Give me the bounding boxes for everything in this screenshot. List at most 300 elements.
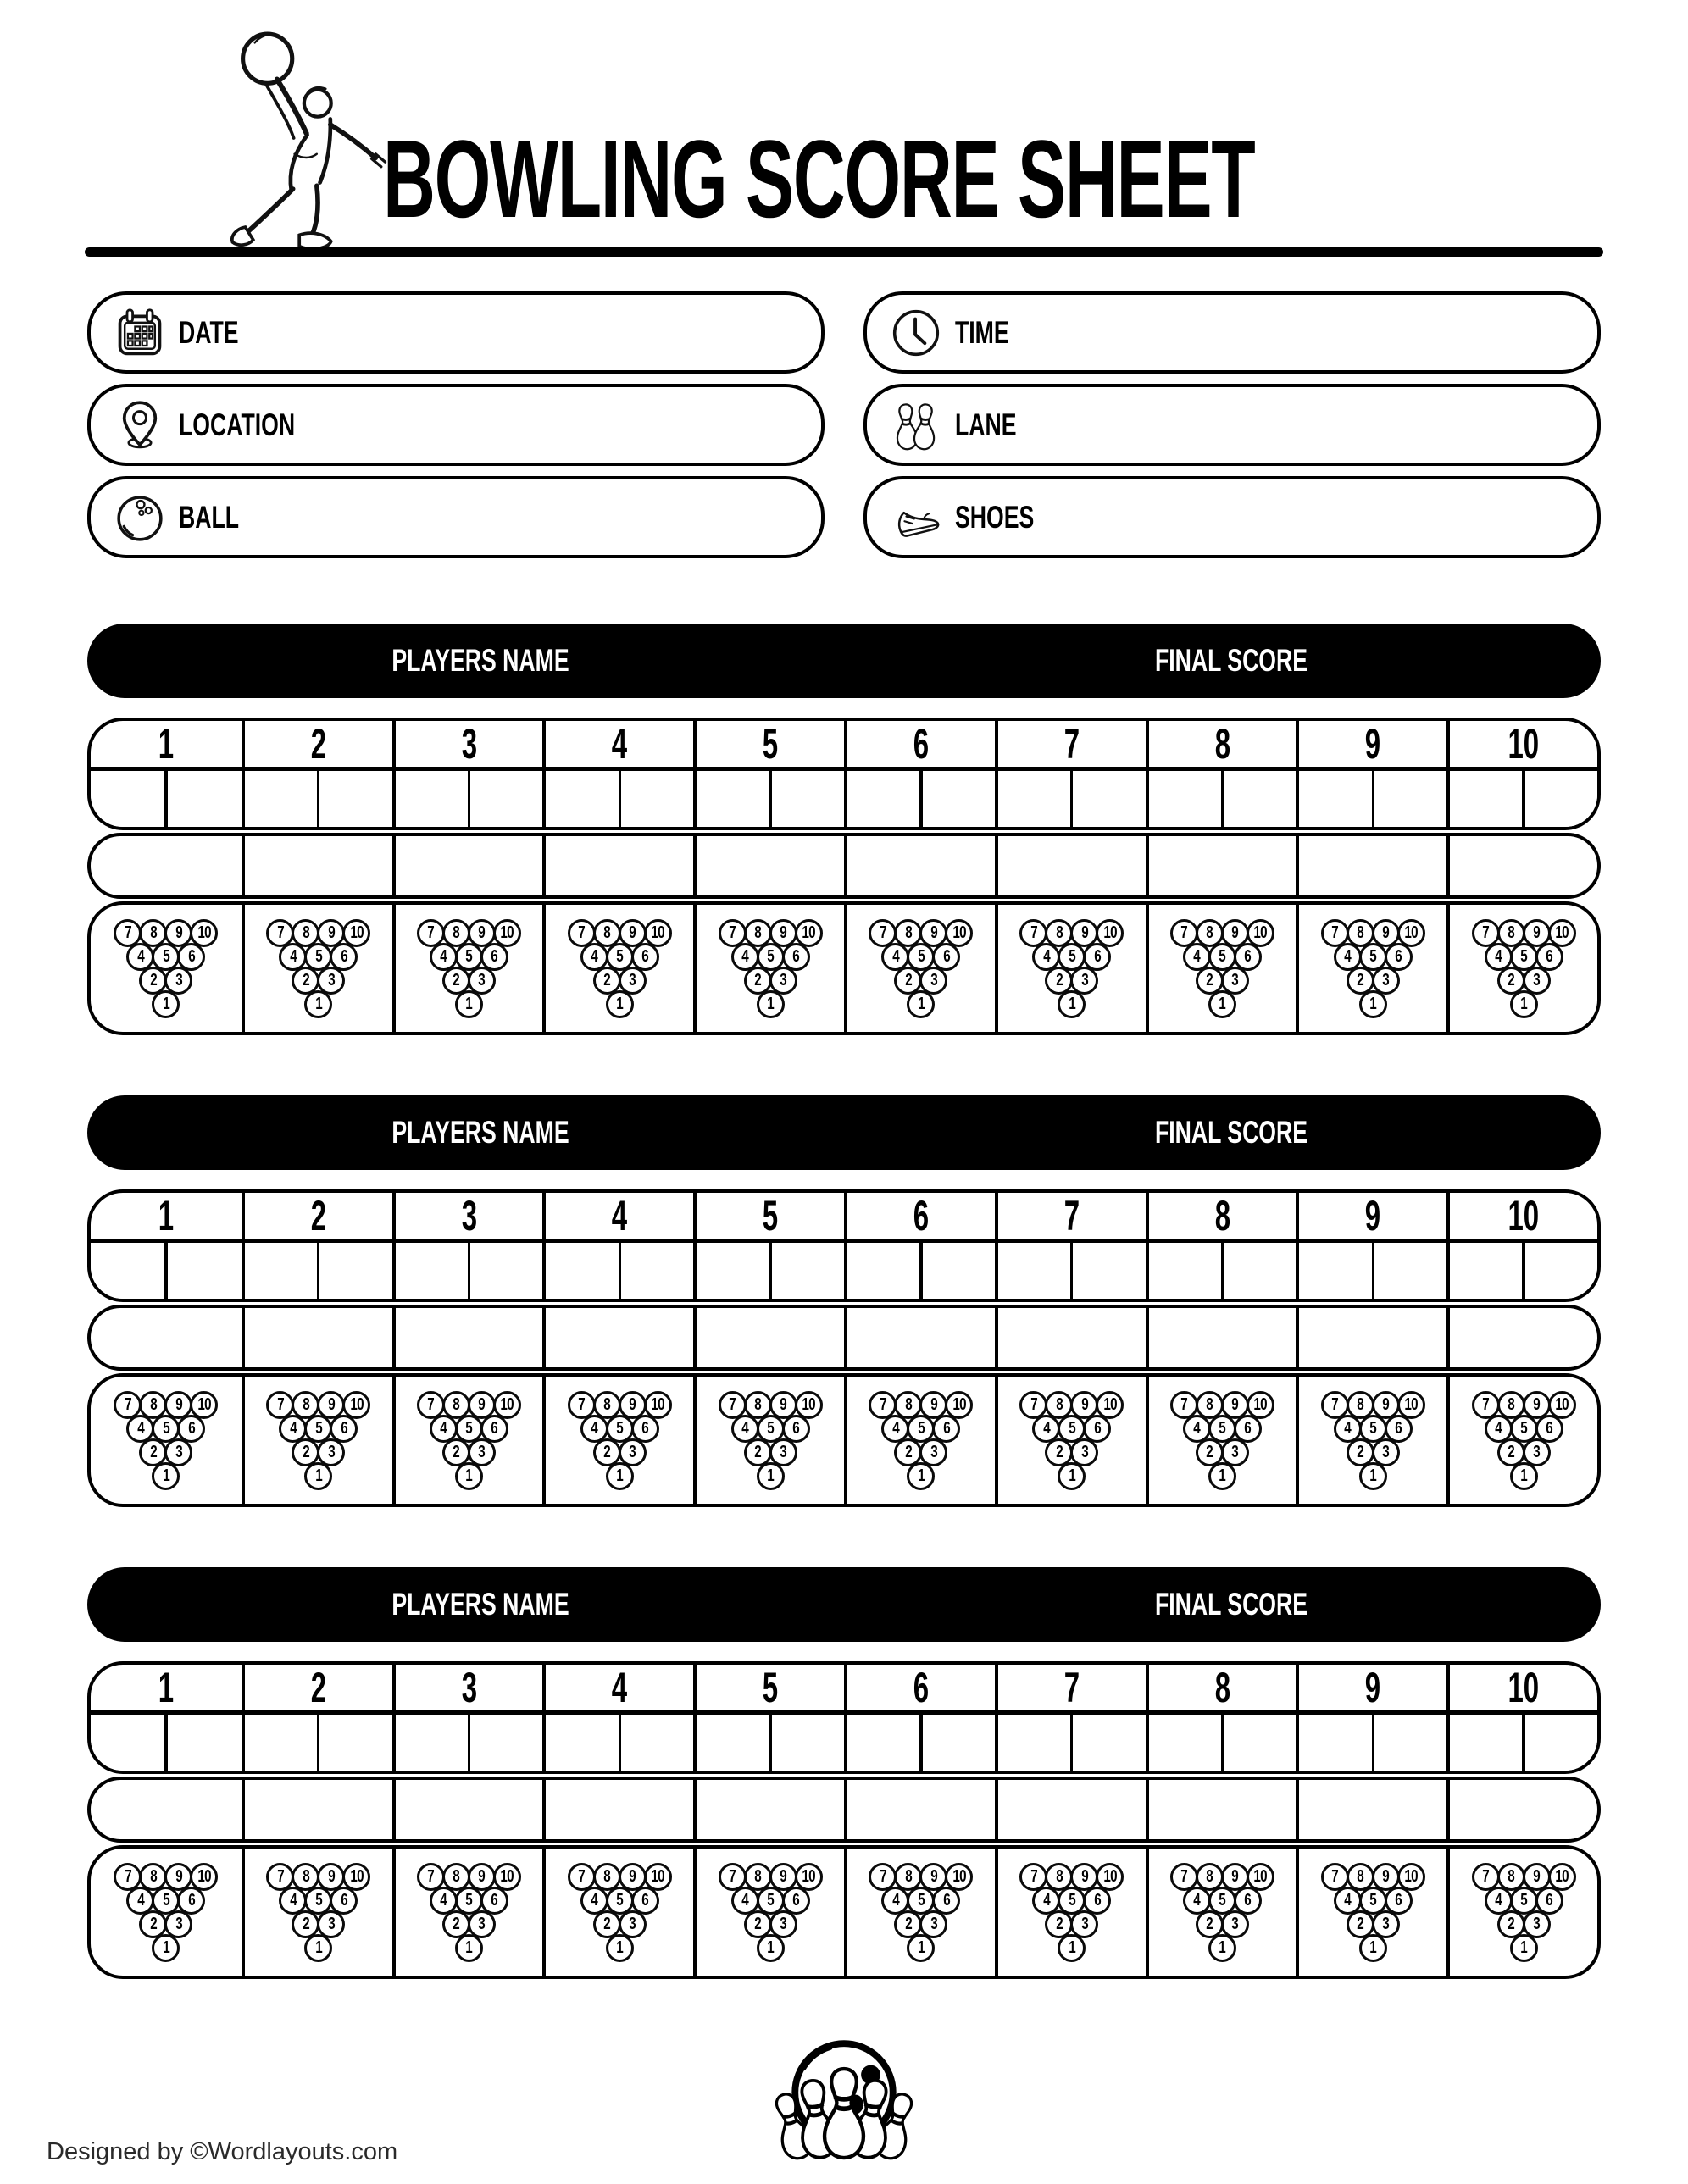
- pin-9[interactable]: 9: [1070, 919, 1098, 947]
- pin-4[interactable]: 4: [881, 943, 909, 971]
- pin-1[interactable]: 1: [757, 990, 785, 1018]
- field-value-input[interactable]: [262, 295, 821, 370]
- pin-8[interactable]: 8: [894, 919, 922, 947]
- total-cell-frame-3[interactable]: [392, 1308, 543, 1367]
- pin-8[interactable]: 8: [1045, 1391, 1073, 1419]
- throw-cell-frame-2[interactable]: [242, 1243, 392, 1299]
- field-shoes[interactable]: [863, 476, 1601, 558]
- pin-3[interactable]: 3: [619, 967, 647, 995]
- pin-5[interactable]: 5: [1058, 1887, 1086, 1915]
- table-header-bar[interactable]: [87, 1095, 1601, 1170]
- pin-5[interactable]: 5: [907, 943, 935, 971]
- pin-2[interactable]: 2: [1497, 1910, 1525, 1938]
- pin-2[interactable]: 2: [1045, 1438, 1073, 1466]
- pin-4[interactable]: 4: [1032, 1887, 1060, 1915]
- pin-6[interactable]: 6: [1535, 943, 1563, 971]
- throw-cell-frame-1[interactable]: [91, 771, 242, 827]
- total-cell-frame-9[interactable]: [1296, 1308, 1446, 1367]
- pin-8[interactable]: 8: [1196, 919, 1224, 947]
- pin-9[interactable]: 9: [1221, 919, 1249, 947]
- field-value-input[interactable]: [1041, 387, 1597, 463]
- pin-4[interactable]: 4: [279, 1415, 307, 1443]
- pin-5[interactable]: 5: [1058, 1415, 1086, 1443]
- field-time[interactable]: [863, 291, 1601, 374]
- pin-6[interactable]: 6: [1234, 1415, 1262, 1443]
- pin-10[interactable]: 10: [795, 919, 823, 947]
- field-value-input[interactable]: [340, 387, 821, 463]
- pin-1[interactable]: 1: [907, 990, 935, 1018]
- pin-1[interactable]: 1: [1208, 1934, 1236, 1962]
- throw-cell-frame-3[interactable]: [392, 1715, 543, 1771]
- pin-10[interactable]: 10: [1247, 1391, 1274, 1419]
- pin-4[interactable]: 4: [279, 1887, 307, 1915]
- pin-7[interactable]: 7: [1019, 919, 1047, 947]
- pin-4[interactable]: 4: [731, 943, 759, 971]
- pin-10[interactable]: 10: [342, 1863, 370, 1891]
- pin-8[interactable]: 8: [1347, 919, 1374, 947]
- pin-4[interactable]: 4: [126, 1887, 154, 1915]
- pin-3[interactable]: 3: [317, 967, 345, 995]
- pin-1[interactable]: 1: [907, 1462, 935, 1490]
- pin-7[interactable]: 7: [417, 1863, 445, 1891]
- throw-cell-frame-10[interactable]: [1446, 1715, 1597, 1771]
- pin-5[interactable]: 5: [1359, 943, 1387, 971]
- pin-10[interactable]: 10: [1247, 919, 1274, 947]
- pin-2[interactable]: 2: [292, 967, 319, 995]
- pin-4[interactable]: 4: [126, 943, 154, 971]
- throw-cell-frame-5[interactable]: [693, 1243, 844, 1299]
- pin-10[interactable]: 10: [1548, 1391, 1576, 1419]
- pin-3[interactable]: 3: [1372, 1438, 1400, 1466]
- pin-3[interactable]: 3: [1221, 1438, 1249, 1466]
- pin-8[interactable]: 8: [292, 1863, 319, 1891]
- field-value-input[interactable]: [263, 479, 821, 555]
- pin-1[interactable]: 1: [152, 1934, 180, 1962]
- pin-7[interactable]: 7: [869, 1863, 897, 1891]
- throw-cell-frame-1[interactable]: [91, 1243, 242, 1299]
- pin-5[interactable]: 5: [1208, 1415, 1236, 1443]
- pin-3[interactable]: 3: [1070, 1438, 1098, 1466]
- pin-8[interactable]: 8: [1045, 919, 1073, 947]
- pin-7[interactable]: 7: [719, 1391, 747, 1419]
- pin-7[interactable]: 7: [1472, 919, 1500, 947]
- total-cell-frame-6[interactable]: [844, 836, 995, 895]
- pin-10[interactable]: 10: [342, 1391, 370, 1419]
- pin-3[interactable]: 3: [1372, 967, 1400, 995]
- pin-10[interactable]: 10: [1397, 1863, 1425, 1891]
- pin-1[interactable]: 1: [1510, 1934, 1538, 1962]
- pin-7[interactable]: 7: [568, 1863, 596, 1891]
- pin-7[interactable]: 7: [266, 1391, 294, 1419]
- pin-8[interactable]: 8: [744, 1391, 772, 1419]
- pin-3[interactable]: 3: [919, 967, 947, 995]
- pin-5[interactable]: 5: [455, 1887, 483, 1915]
- pin-9[interactable]: 9: [769, 919, 797, 947]
- pin-4[interactable]: 4: [1032, 1415, 1060, 1443]
- pin-7[interactable]: 7: [568, 919, 596, 947]
- pin-9[interactable]: 9: [1372, 919, 1400, 947]
- pin-3[interactable]: 3: [919, 1438, 947, 1466]
- pin-2[interactable]: 2: [744, 967, 772, 995]
- pin-6[interactable]: 6: [782, 1415, 810, 1443]
- pin-9[interactable]: 9: [468, 919, 496, 947]
- pin-6[interactable]: 6: [177, 943, 205, 971]
- pin-3[interactable]: 3: [1221, 1910, 1249, 1938]
- throw-cell-frame-10[interactable]: [1446, 1243, 1597, 1299]
- throw-cell-frame-9[interactable]: [1296, 771, 1446, 827]
- pin-3[interactable]: 3: [769, 1438, 797, 1466]
- pin-9[interactable]: 9: [1221, 1391, 1249, 1419]
- table-header-bar[interactable]: [87, 1567, 1601, 1642]
- pin-4[interactable]: 4: [1334, 1415, 1362, 1443]
- total-cell-frame-5[interactable]: [693, 1308, 844, 1367]
- total-cell-frame-9[interactable]: [1296, 1780, 1446, 1839]
- pin-10[interactable]: 10: [644, 1863, 672, 1891]
- pin-10[interactable]: 10: [493, 1863, 521, 1891]
- pin-10[interactable]: 10: [1096, 919, 1124, 947]
- total-cell-frame-2[interactable]: [242, 1308, 392, 1367]
- pin-6[interactable]: 6: [1234, 943, 1262, 971]
- pin-1[interactable]: 1: [757, 1462, 785, 1490]
- pin-10[interactable]: 10: [1096, 1863, 1124, 1891]
- pin-8[interactable]: 8: [1497, 1863, 1525, 1891]
- pin-10[interactable]: 10: [945, 1391, 973, 1419]
- pin-8[interactable]: 8: [593, 919, 621, 947]
- pin-2[interactable]: 2: [292, 1438, 319, 1466]
- pin-6[interactable]: 6: [1385, 1415, 1413, 1443]
- pin-6[interactable]: 6: [932, 1415, 960, 1443]
- throw-cell-frame-6[interactable]: [844, 771, 995, 827]
- pin-2[interactable]: 2: [1045, 967, 1073, 995]
- pin-3[interactable]: 3: [468, 967, 496, 995]
- total-cell-frame-7[interactable]: [995, 1780, 1146, 1839]
- pin-7[interactable]: 7: [114, 1863, 142, 1891]
- pin-7[interactable]: 7: [719, 1863, 747, 1891]
- pin-1[interactable]: 1: [757, 1934, 785, 1962]
- pin-7[interactable]: 7: [1321, 1863, 1349, 1891]
- pin-9[interactable]: 9: [1372, 1863, 1400, 1891]
- pin-6[interactable]: 6: [1083, 943, 1111, 971]
- pin-10[interactable]: 10: [1548, 1863, 1576, 1891]
- pin-5[interactable]: 5: [757, 1415, 785, 1443]
- total-cell-frame-7[interactable]: [995, 1308, 1146, 1367]
- total-cell-frame-2[interactable]: [242, 1780, 392, 1839]
- throw-cell-frame-9[interactable]: [1296, 1243, 1446, 1299]
- pin-1[interactable]: 1: [455, 990, 483, 1018]
- pin-10[interactable]: 10: [644, 1391, 672, 1419]
- total-cell-frame-4[interactable]: [542, 1308, 693, 1367]
- pin-3[interactable]: 3: [1523, 967, 1551, 995]
- pin-6[interactable]: 6: [631, 943, 659, 971]
- pin-8[interactable]: 8: [139, 919, 167, 947]
- pin-1[interactable]: 1: [1359, 990, 1387, 1018]
- total-cell-frame-1[interactable]: [91, 836, 242, 895]
- total-cell-frame-6[interactable]: [844, 1780, 995, 1839]
- pin-4[interactable]: 4: [1485, 1415, 1513, 1443]
- pin-4[interactable]: 4: [731, 1415, 759, 1443]
- total-cell-frame-3[interactable]: [392, 1780, 543, 1839]
- pin-3[interactable]: 3: [919, 1910, 947, 1938]
- pin-2[interactable]: 2: [894, 967, 922, 995]
- pin-2[interactable]: 2: [744, 1438, 772, 1466]
- total-cell-frame-4[interactable]: [542, 836, 693, 895]
- pin-1[interactable]: 1: [1058, 990, 1086, 1018]
- pin-9[interactable]: 9: [164, 919, 192, 947]
- pin-7[interactable]: 7: [568, 1391, 596, 1419]
- pin-7[interactable]: 7: [1170, 919, 1198, 947]
- pin-3[interactable]: 3: [317, 1910, 345, 1938]
- pin-9[interactable]: 9: [919, 1863, 947, 1891]
- pin-6[interactable]: 6: [1083, 1415, 1111, 1443]
- field-value-input[interactable]: [1030, 295, 1597, 370]
- pin-8[interactable]: 8: [442, 919, 470, 947]
- pin-4[interactable]: 4: [1183, 943, 1211, 971]
- pin-9[interactable]: 9: [1221, 1863, 1249, 1891]
- throw-cell-frame-8[interactable]: [1146, 1243, 1297, 1299]
- pin-8[interactable]: 8: [139, 1391, 167, 1419]
- pin-10[interactable]: 10: [342, 919, 370, 947]
- total-cell-frame-10[interactable]: [1446, 1780, 1597, 1839]
- pin-5[interactable]: 5: [907, 1415, 935, 1443]
- pin-1[interactable]: 1: [1058, 1462, 1086, 1490]
- pin-9[interactable]: 9: [1523, 1863, 1551, 1891]
- pin-1[interactable]: 1: [455, 1462, 483, 1490]
- pin-6[interactable]: 6: [330, 1415, 358, 1443]
- total-cell-frame-10[interactable]: [1446, 836, 1597, 895]
- pin-8[interactable]: 8: [1196, 1863, 1224, 1891]
- throw-cell-frame-6[interactable]: [844, 1715, 995, 1771]
- throw-cell-frame-1[interactable]: [91, 1715, 242, 1771]
- pin-5[interactable]: 5: [1208, 1887, 1236, 1915]
- pin-1[interactable]: 1: [1359, 1462, 1387, 1490]
- pin-2[interactable]: 2: [894, 1910, 922, 1938]
- total-cell-frame-3[interactable]: [392, 836, 543, 895]
- throw-cell-frame-8[interactable]: [1146, 1715, 1297, 1771]
- pin-5[interactable]: 5: [304, 1887, 332, 1915]
- pin-9[interactable]: 9: [1372, 1391, 1400, 1419]
- pin-5[interactable]: 5: [606, 1415, 634, 1443]
- pin-10[interactable]: 10: [1397, 919, 1425, 947]
- pin-8[interactable]: 8: [744, 919, 772, 947]
- pin-6[interactable]: 6: [330, 1887, 358, 1915]
- pin-7[interactable]: 7: [1170, 1391, 1198, 1419]
- pin-2[interactable]: 2: [593, 967, 621, 995]
- total-cell-frame-7[interactable]: [995, 836, 1146, 895]
- pin-2[interactable]: 2: [894, 1438, 922, 1466]
- pin-7[interactable]: 7: [266, 1863, 294, 1891]
- field-lane[interactable]: [863, 384, 1601, 466]
- total-cell-frame-5[interactable]: [693, 836, 844, 895]
- pin-2[interactable]: 2: [139, 1910, 167, 1938]
- pin-10[interactable]: 10: [945, 1863, 973, 1891]
- pin-6[interactable]: 6: [1385, 1887, 1413, 1915]
- pin-8[interactable]: 8: [894, 1391, 922, 1419]
- pin-6[interactable]: 6: [1385, 943, 1413, 971]
- pin-7[interactable]: 7: [1472, 1863, 1500, 1891]
- pin-8[interactable]: 8: [593, 1863, 621, 1891]
- pin-3[interactable]: 3: [1523, 1438, 1551, 1466]
- pin-10[interactable]: 10: [945, 919, 973, 947]
- pin-2[interactable]: 2: [442, 1438, 470, 1466]
- pin-4[interactable]: 4: [1485, 943, 1513, 971]
- pin-5[interactable]: 5: [304, 1415, 332, 1443]
- pin-9[interactable]: 9: [769, 1863, 797, 1891]
- pin-4[interactable]: 4: [580, 943, 608, 971]
- pin-1[interactable]: 1: [606, 1462, 634, 1490]
- total-cell-frame-1[interactable]: [91, 1780, 242, 1839]
- pin-8[interactable]: 8: [1497, 1391, 1525, 1419]
- pin-7[interactable]: 7: [266, 919, 294, 947]
- pin-8[interactable]: 8: [139, 1863, 167, 1891]
- pin-1[interactable]: 1: [152, 990, 180, 1018]
- pin-4[interactable]: 4: [1334, 943, 1362, 971]
- throw-cell-frame-7[interactable]: [995, 1243, 1146, 1299]
- pin-6[interactable]: 6: [1234, 1887, 1262, 1915]
- pin-8[interactable]: 8: [1347, 1391, 1374, 1419]
- pin-5[interactable]: 5: [606, 1887, 634, 1915]
- pin-9[interactable]: 9: [619, 1863, 647, 1891]
- pin-9[interactable]: 9: [468, 1863, 496, 1891]
- pin-8[interactable]: 8: [744, 1863, 772, 1891]
- throw-cell-frame-4[interactable]: [542, 1715, 693, 1771]
- pin-6[interactable]: 6: [1535, 1415, 1563, 1443]
- pin-5[interactable]: 5: [1510, 1887, 1538, 1915]
- pin-7[interactable]: 7: [417, 919, 445, 947]
- pin-1[interactable]: 1: [1208, 990, 1236, 1018]
- total-cell-frame-8[interactable]: [1146, 1308, 1297, 1367]
- throw-cell-frame-3[interactable]: [392, 1243, 543, 1299]
- pin-10[interactable]: 10: [190, 919, 218, 947]
- throw-cell-frame-10[interactable]: [1446, 771, 1597, 827]
- pin-1[interactable]: 1: [1208, 1462, 1236, 1490]
- pin-4[interactable]: 4: [580, 1887, 608, 1915]
- pin-3[interactable]: 3: [164, 1438, 192, 1466]
- pin-7[interactable]: 7: [719, 919, 747, 947]
- pin-6[interactable]: 6: [932, 1887, 960, 1915]
- pin-5[interactable]: 5: [606, 943, 634, 971]
- pin-6[interactable]: 6: [631, 1415, 659, 1443]
- pin-9[interactable]: 9: [1070, 1391, 1098, 1419]
- pin-4[interactable]: 4: [1485, 1887, 1513, 1915]
- pin-5[interactable]: 5: [757, 1887, 785, 1915]
- pin-7[interactable]: 7: [114, 919, 142, 947]
- pin-4[interactable]: 4: [126, 1415, 154, 1443]
- total-cell-frame-5[interactable]: [693, 1780, 844, 1839]
- pin-4[interactable]: 4: [731, 1887, 759, 1915]
- pin-6[interactable]: 6: [480, 943, 508, 971]
- pin-3[interactable]: 3: [619, 1910, 647, 1938]
- pin-1[interactable]: 1: [304, 990, 332, 1018]
- pin-2[interactable]: 2: [1045, 1910, 1073, 1938]
- pin-2[interactable]: 2: [1497, 1438, 1525, 1466]
- pin-2[interactable]: 2: [1347, 967, 1374, 995]
- pin-9[interactable]: 9: [317, 919, 345, 947]
- pin-8[interactable]: 8: [894, 1863, 922, 1891]
- pin-3[interactable]: 3: [317, 1438, 345, 1466]
- pin-2[interactable]: 2: [1347, 1438, 1374, 1466]
- pin-4[interactable]: 4: [430, 943, 458, 971]
- field-location[interactable]: [87, 384, 825, 466]
- pin-9[interactable]: 9: [1523, 1391, 1551, 1419]
- pin-2[interactable]: 2: [292, 1910, 319, 1938]
- total-cell-frame-6[interactable]: [844, 1308, 995, 1367]
- pin-7[interactable]: 7: [869, 919, 897, 947]
- field-value-input[interactable]: [1065, 479, 1597, 555]
- pin-5[interactable]: 5: [455, 943, 483, 971]
- pin-4[interactable]: 4: [1334, 1887, 1362, 1915]
- pin-9[interactable]: 9: [164, 1863, 192, 1891]
- pin-9[interactable]: 9: [1070, 1863, 1098, 1891]
- pin-2[interactable]: 2: [593, 1438, 621, 1466]
- pin-5[interactable]: 5: [907, 1887, 935, 1915]
- pin-9[interactable]: 9: [919, 919, 947, 947]
- field-date[interactable]: [87, 291, 825, 374]
- pin-1[interactable]: 1: [606, 1934, 634, 1962]
- pin-9[interactable]: 9: [619, 1391, 647, 1419]
- pin-2[interactable]: 2: [139, 967, 167, 995]
- pin-6[interactable]: 6: [631, 1887, 659, 1915]
- pin-4[interactable]: 4: [279, 943, 307, 971]
- pin-10[interactable]: 10: [1096, 1391, 1124, 1419]
- pin-8[interactable]: 8: [593, 1391, 621, 1419]
- pin-3[interactable]: 3: [1523, 1910, 1551, 1938]
- pin-1[interactable]: 1: [606, 990, 634, 1018]
- pin-9[interactable]: 9: [1523, 919, 1551, 947]
- table-header-bar[interactable]: [87, 624, 1601, 698]
- pin-3[interactable]: 3: [1070, 1910, 1098, 1938]
- pin-6[interactable]: 6: [1535, 1887, 1563, 1915]
- pin-2[interactable]: 2: [744, 1910, 772, 1938]
- pin-10[interactable]: 10: [190, 1863, 218, 1891]
- pin-6[interactable]: 6: [1083, 1887, 1111, 1915]
- pin-1[interactable]: 1: [1510, 1462, 1538, 1490]
- total-cell-frame-2[interactable]: [242, 836, 392, 895]
- pin-2[interactable]: 2: [1196, 967, 1224, 995]
- pin-8[interactable]: 8: [1497, 919, 1525, 947]
- pin-8[interactable]: 8: [442, 1863, 470, 1891]
- pin-3[interactable]: 3: [164, 967, 192, 995]
- pin-2[interactable]: 2: [1196, 1438, 1224, 1466]
- pin-8[interactable]: 8: [292, 1391, 319, 1419]
- pin-9[interactable]: 9: [919, 1391, 947, 1419]
- pin-5[interactable]: 5: [1510, 1415, 1538, 1443]
- throw-cell-frame-9[interactable]: [1296, 1715, 1446, 1771]
- pin-2[interactable]: 2: [1196, 1910, 1224, 1938]
- pin-6[interactable]: 6: [177, 1887, 205, 1915]
- pin-9[interactable]: 9: [317, 1863, 345, 1891]
- pin-2[interactable]: 2: [593, 1910, 621, 1938]
- pin-10[interactable]: 10: [493, 1391, 521, 1419]
- pin-7[interactable]: 7: [1019, 1863, 1047, 1891]
- pin-1[interactable]: 1: [1359, 1934, 1387, 1962]
- pin-8[interactable]: 8: [442, 1391, 470, 1419]
- pin-6[interactable]: 6: [330, 943, 358, 971]
- pin-10[interactable]: 10: [644, 919, 672, 947]
- pin-4[interactable]: 4: [1183, 1887, 1211, 1915]
- total-cell-frame-10[interactable]: [1446, 1308, 1597, 1367]
- pin-5[interactable]: 5: [455, 1415, 483, 1443]
- pin-3[interactable]: 3: [468, 1910, 496, 1938]
- pin-10[interactable]: 10: [795, 1863, 823, 1891]
- pin-1[interactable]: 1: [907, 1934, 935, 1962]
- pin-8[interactable]: 8: [1196, 1391, 1224, 1419]
- total-cell-frame-8[interactable]: [1146, 1780, 1297, 1839]
- pin-6[interactable]: 6: [177, 1415, 205, 1443]
- throw-cell-frame-5[interactable]: [693, 771, 844, 827]
- pin-3[interactable]: 3: [1221, 967, 1249, 995]
- throw-cell-frame-6[interactable]: [844, 1243, 995, 1299]
- pin-10[interactable]: 10: [1397, 1391, 1425, 1419]
